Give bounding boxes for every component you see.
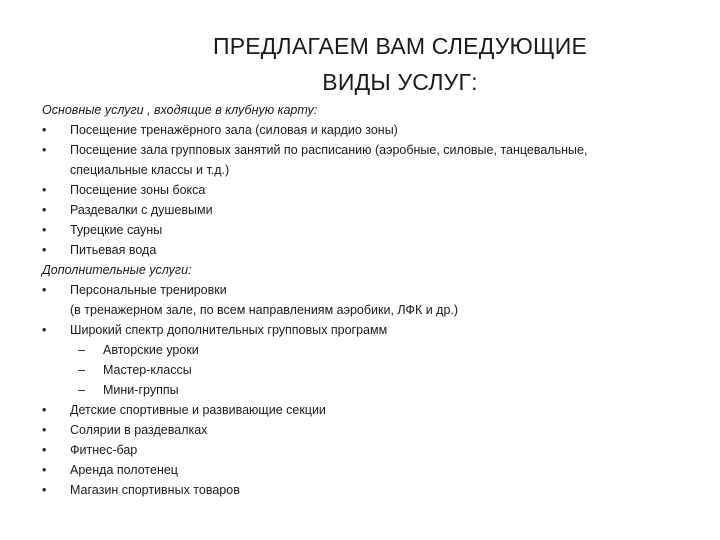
title-line-2: ВИДЫ УСЛУГ: [322,69,478,95]
list-item [42,280,682,320]
title-line-1: ПРЕДЛАГАЕМ ВАМ СЛЕДУЮЩИЕ [212,33,588,59]
bullet-icon: • [42,423,47,437]
list-item [42,440,682,460]
list-item-text: Посещение зоны бокса [70,183,206,197]
list-item [42,120,682,140]
list-item-text: Раздевалки с душевыми [70,203,213,217]
bullet-icon: • [42,443,47,457]
bullet-icon: • [42,483,47,497]
sub-list-item [42,360,682,380]
list-item [42,460,682,480]
list-item-text: Аренда полотенец [70,463,178,477]
dash-icon: – [78,383,85,397]
list-item-text: Фитнес-бар [70,443,138,457]
bullet-icon: • [42,283,47,297]
bullet-icon: • [42,143,47,157]
list-item [42,180,682,200]
list-item-text: Широкий спектр дополнительных групповых программ [70,323,388,337]
sub-list-item [42,380,682,400]
dash-icon: – [78,363,85,377]
list-item [42,480,682,500]
list-item-text: специальные классы и т.д.) [70,163,230,177]
list-item [42,240,682,260]
bullet-icon: • [42,223,47,237]
bullet-icon: • [42,323,47,337]
list-item [42,420,682,440]
list-item-text: Посещение тренажёрного зала (силовая и кардио зоны) [70,123,398,137]
list-item-text: Магазин спортивных товаров [70,483,240,497]
list-item-text: Питьевая вода [70,243,157,257]
sub-list-item-text: Мастер-классы [103,363,192,377]
extra-services-heading: Дополнительные услуги: [42,263,192,277]
bullet-icon: • [42,463,47,477]
bullet-icon: • [42,243,47,257]
list-item-text: Персональные тренировки [70,283,227,297]
list-item-text: (в тренажерном зале, по всем направлениям аэробики, ЛФК и др.) [70,303,459,317]
sub-list-item-text: Авторские уроки [103,343,199,357]
sub-list-item-text: Мини-группы [103,383,179,397]
list-item [42,400,682,420]
list-item-text: Детские спортивные и развивающие секции [70,403,326,417]
bullet-icon: • [42,183,47,197]
list-item-text: Солярии в раздевалках [70,423,208,437]
list-item [42,140,682,180]
sub-list-item [42,340,682,360]
list-item-text: Посещение зала групповых занятий по расписанию (аэробные, силовые, танцевальные, [70,143,588,157]
list-item-text: Турецкие сауны [70,223,163,237]
services-list [42,100,682,500]
basic-services-heading: Основные услуги , входящие в клубную карту: [42,103,318,117]
list-item [42,200,682,220]
bullet-icon: • [42,403,47,417]
list-item [42,320,682,340]
list-item [42,220,682,240]
bullet-icon: • [42,203,47,217]
page-title [0,28,720,100]
dash-icon: – [78,343,85,357]
bullet-icon: • [42,123,47,137]
